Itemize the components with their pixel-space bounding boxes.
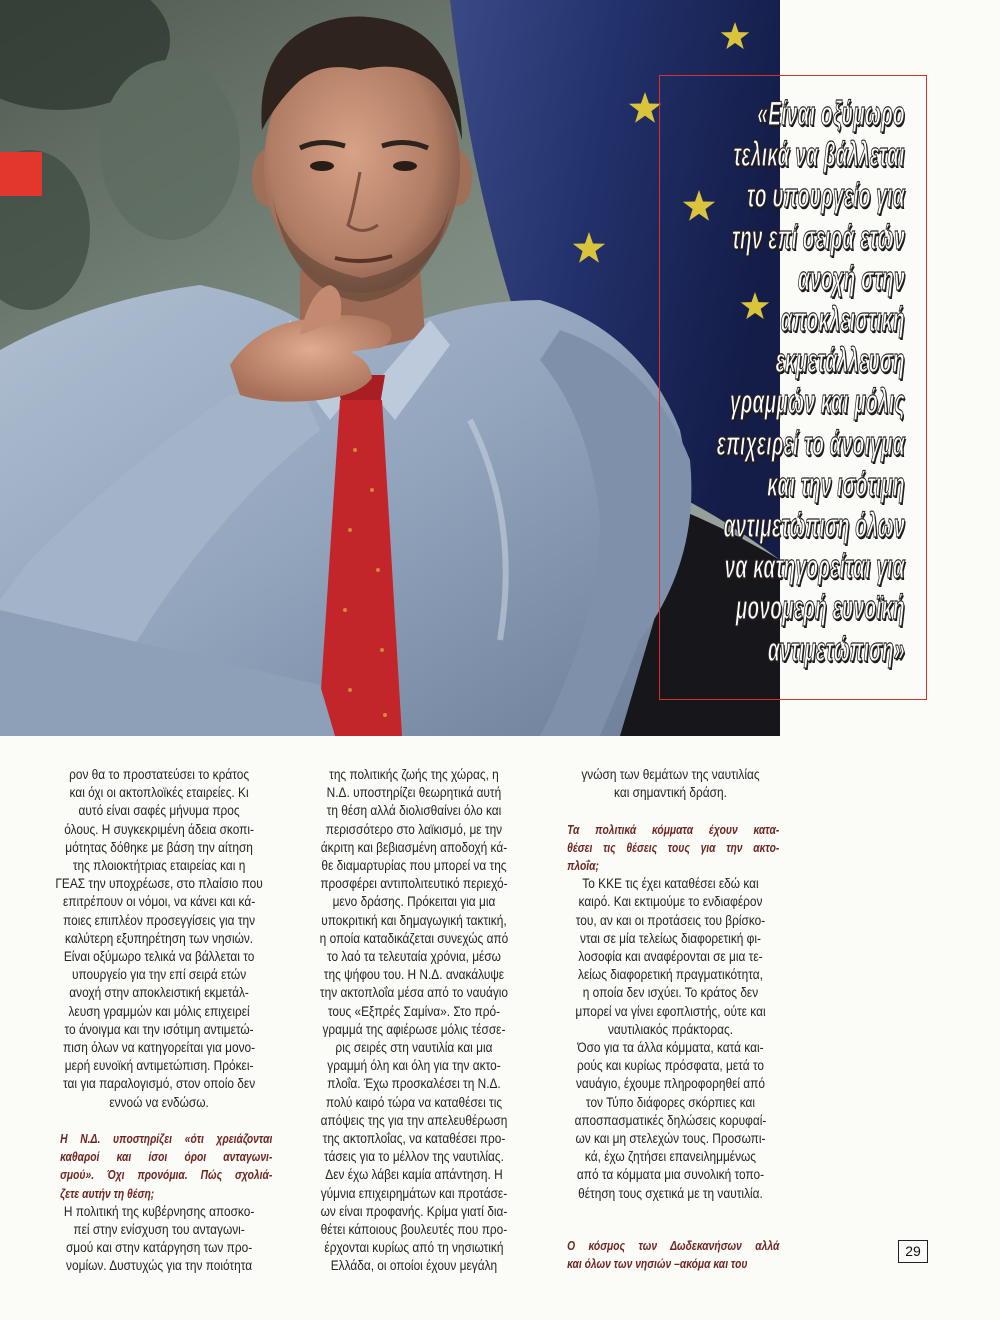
text-line: το άνοιγμα και την ισότιμη αντιμετώ- — [64, 1021, 254, 1037]
pull-quote — [717, 94, 905, 671]
text-line: πιση όλων να κατηγορείται για μονο- — [63, 1040, 256, 1056]
text-line: και σημαντική δράση. — [614, 785, 727, 801]
text-line: ΓΕΑΣ την υποχρέωσε, στο πλαίσιο που — [55, 876, 263, 892]
pull-quote-line: εκμετάλλευση — [775, 342, 905, 381]
text-line: νται σε μία τελείως διαφορετική φι- — [579, 930, 761, 946]
body-paragraph — [553, 1039, 788, 1203]
text-line: ρον θα το προστατεύσει το κράτος — [69, 767, 250, 782]
text-line: του, αν και οι προτάσεις του βρίσκο- — [575, 912, 766, 928]
text-line: η οποία δεν ισχύει. Το κράτος δεν — [582, 985, 759, 1001]
text-line: νομίων. Δυστυχώς για την ποιότητα — [66, 1258, 253, 1274]
text-line: μότητας δόθηκε με βάση την αίτηση — [65, 839, 253, 855]
eye — [310, 161, 334, 171]
pull-quote-line: επιχειρεί το άνοιγμα — [716, 424, 905, 463]
page-number: 29 — [898, 1240, 928, 1263]
text-line: υπουργείο για την επί σειρά ετών — [72, 967, 247, 983]
text-line: ναυάγιο, έχουμε πληροφορηθεί από — [575, 1076, 765, 1092]
text-line: σμού». Όχι προνόμια. Πώς σχολιά- — [60, 1167, 273, 1183]
text-line: ρούς και κυρίως πρόσφατα, μετά το — [576, 1058, 765, 1074]
text-line: ται για παραλογισμό, στον οποίο δεν — [63, 1076, 256, 1092]
text-line: επιτρέπουν οι νόμοι, να κάνει και κά- — [62, 894, 256, 910]
pull-quote-line: «Είναι οξύμωρο — [757, 95, 905, 133]
text-line: ναυτιλιακός πράκτορας. — [607, 1021, 734, 1037]
text-line: θέτει κάποιους βουλευτές που προ- — [320, 1222, 508, 1238]
text-line: από τα κόμματα μια συνολική τοπο- — [576, 1167, 765, 1183]
text-line: γραμμά της αφιέρωσε μόλις τέσσε- — [322, 1021, 506, 1037]
text-line: μερή ευνοϊκή αντιμετώπιση. Πρόκει- — [64, 1058, 254, 1074]
article-column-1 — [46, 766, 272, 1276]
text-line: και όχι οι ακτοπλοϊκές εταιρείες. Κι — [69, 785, 249, 801]
pull-quote-line: μονομερή ευνοϊκή — [735, 589, 905, 628]
text-line: Δεν έχω λάβει καμία απάντηση. Η — [325, 1167, 503, 1183]
text-line: θέσει τις θέσεις τους για την ακτο- — [567, 839, 780, 855]
text-line: πλοΐα. Έχω προσκαλέσει τη Ν.Δ. — [327, 1076, 501, 1092]
body-paragraph — [300, 766, 528, 1276]
text-line: εννοώ να ενδώσω. — [109, 1094, 209, 1110]
text-line: γύμνια επιχειρημάτων και προτάσε- — [320, 1185, 508, 1201]
text-line: το λαό τα τελευταία χρόνια, μέσω — [326, 949, 501, 965]
text-line: ρις σειρές στη ναυτιλία και μια — [335, 1040, 493, 1056]
text-line: γνώση των θεμάτων της ναυτιλίας — [581, 767, 760, 782]
interview-question — [567, 821, 779, 876]
interview-question — [60, 1130, 272, 1203]
text-line: θέτηση τους σχετικά με τη ναυτιλία. — [578, 1185, 763, 1201]
text-line: πολύ καιρό τώρα να καταθέσει τις — [325, 1094, 503, 1110]
text-line: Ν.Δ. υποστηρίζει θεωρητικά αυτή — [326, 785, 502, 801]
body-paragraph — [553, 766, 788, 802]
text-line: κά, έχω ζητήσει επανειλημμένως — [584, 1149, 757, 1165]
text-line: Είναι οξύμωρο τελικά να βάλλεται το — [63, 949, 255, 965]
article-column-2 — [300, 766, 528, 1276]
text-line: σμού και στην κατάργηση των προ- — [65, 1240, 253, 1256]
text-line: τάσεις για το μέλλον της ναυτιλίας. — [323, 1149, 504, 1165]
pull-quote-line: αντιμετώπιση» — [767, 630, 905, 669]
text-line: Η πολιτική της κυβέρνησης αποσκο- — [63, 1203, 255, 1219]
text-line: ων είναι προφανής. Κρίμα γιατί δια- — [320, 1203, 508, 1219]
text-line: γραμμή όλη και όλη για την ακτο- — [327, 1058, 501, 1074]
text-line: πλοΐα; — [567, 858, 599, 873]
text-line: η οποία καταδικάζεται συνεχώς από — [319, 930, 509, 946]
text-line: ων και μη στελεχών τους. Προσωπι- — [575, 1131, 766, 1147]
text-line: και όλων των νησιών –ακόμα και του — [567, 1256, 748, 1272]
text-line: τους «Εξπρές Σαμίνα». Στο πρό- — [327, 1003, 501, 1019]
text-line: Η Ν.Δ. υποστηρίζει «ότι χρειάζονται — [60, 1131, 273, 1147]
interview-question — [567, 1237, 779, 1273]
text-line: Το ΚΚΕ τις έχει καταθέσει εδώ και — [582, 876, 759, 892]
text-line: ποιες επιπλέον προσεγγίσεις για την — [63, 912, 256, 928]
red-accent-square — [0, 152, 42, 196]
pull-quote-line: τελικά να βάλλεται — [733, 136, 905, 175]
text-line: της ακτοπλοΐας, να καταθέσει προ- — [322, 1131, 506, 1147]
text-line: λείως διαφορετική πραγματικότητα, — [578, 967, 763, 983]
text-line: θε διαμαρτυρίας που μπορεί να της — [321, 858, 507, 874]
text-line: της ψήφου του. Η Ν.Δ. ανακάλυψε — [323, 967, 505, 983]
text-line: της πολιτικής ζωής της χώρας, η — [329, 767, 499, 782]
text-line: όλους. Η συγκεκριμένη άδεια σκοπι- — [64, 821, 254, 837]
pull-quote-line: να κατηγορείται για — [724, 548, 905, 587]
body-paragraph — [553, 875, 788, 1039]
text-line: Ο κόσμος των Δωδεκανήσων αλλά — [567, 1237, 780, 1253]
text-line: αυτό είναι σαφές μήνυμα προς — [78, 803, 240, 819]
body-paragraph — [46, 1203, 272, 1276]
pull-quote-line: αποκλειστική — [780, 301, 905, 340]
text-line: την ακτοπλοΐα μέσα από το ναυάγιο — [319, 985, 509, 1001]
text-line: προσφέρει αντιπολιτευτικό περιεχό- — [320, 876, 508, 892]
body-paragraph — [46, 766, 272, 1112]
text-line: Τα πολιτικά κόμματα έχουν κατα- — [567, 821, 780, 837]
text-line: Ελλάδα, οι οποίοι έχουν μεγάλη — [330, 1258, 498, 1274]
text-line: ζετε αυτήν τη θέση; — [60, 1185, 155, 1201]
text-line: καιρό. Και εκτιμούμε το ενδιαφέρον — [578, 894, 763, 910]
text-line: έρχονται κυρίως από τη νησιωτική — [324, 1240, 504, 1256]
text-line: μπορεί να γίνει εφοπλιστής, ούτε και — [575, 1003, 766, 1019]
pull-quote-line: γραμμών και μόλις — [730, 383, 905, 422]
text-line: καθαροί και ίσοι όροι ανταγωνι- — [60, 1149, 273, 1165]
text-line: μενο δράσης. Πρόκειται για μια — [332, 894, 496, 910]
eye — [393, 161, 417, 171]
text-line: περισσότερο στο λαϊκισμό, με την — [325, 821, 503, 837]
pull-quote-line: την επί σειρά ετών — [732, 218, 905, 257]
text-line: ανοχή στην αποκλειστική εκμετάλ- — [69, 985, 249, 1001]
text-line: λευση γραμμών και μόλις επιχειρεί — [68, 1003, 250, 1019]
pull-quote-line: αντιμετώπιση όλων — [723, 507, 905, 546]
text-line: τον Τύπο διάφορες σκόρπιες και — [585, 1094, 756, 1110]
pull-quote-line: ανοχή στην — [798, 259, 905, 298]
text-line: τη θέση αλλά διολισθαίνει όλο και — [326, 803, 502, 819]
text-line: Όσο για τα άλλα κόμματα, κατά και- — [577, 1040, 764, 1056]
text-line: υποκριτική και δημαγωγική τακτική, — [321, 912, 507, 928]
text-line: της πλοιοκτήτριας εταιρείας και η — [72, 858, 246, 874]
text-line: καλύτερη εξυπηρέτηση των νησιών. — [65, 930, 254, 946]
text-line: λοσοφία και αναφέρονται σε μια τε- — [578, 949, 763, 965]
pull-quote-line: και την ισότιμη — [767, 465, 905, 504]
text-line: άκριτη και βεβιασμένη αποδοχή κά- — [320, 839, 508, 855]
text-line: αποσπασματικές δηλώσεις κορυφαί- — [574, 1112, 767, 1128]
pull-quote-line: το υπουργείο για — [746, 177, 905, 216]
article-column-3 — [553, 766, 788, 1273]
text-line: πεί στην ενίσχυση του ανταγωνι- — [73, 1222, 245, 1238]
text-line: απόψεις της για την απελευθέρωση — [320, 1112, 508, 1128]
